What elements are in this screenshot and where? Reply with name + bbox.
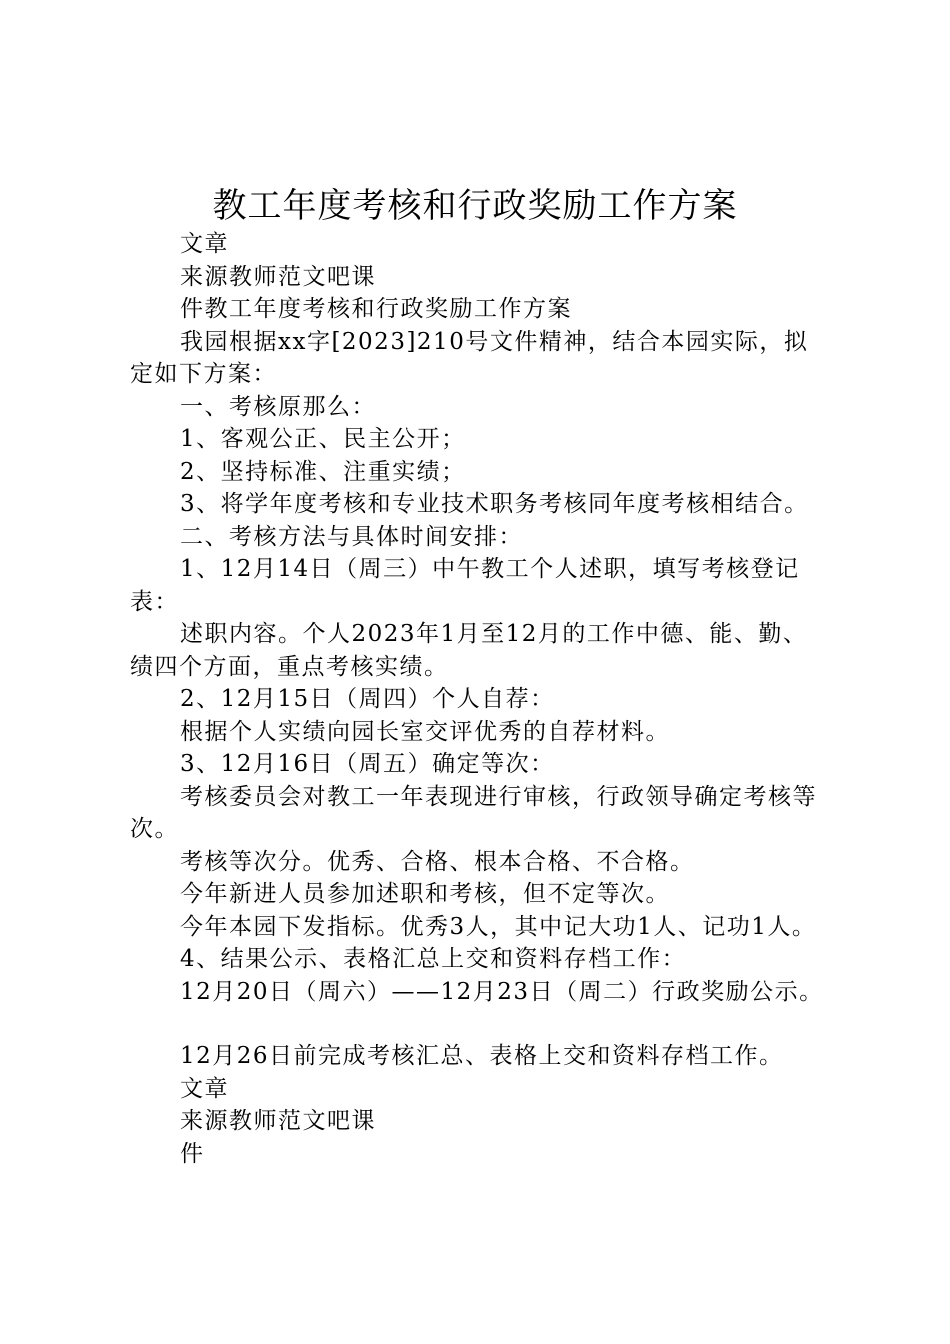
schedule-item-4: 4、结果公示、表格汇总上交和资料存档工作：	[180, 946, 687, 972]
new-staff-note: 今年新进人员参加述职和考核，但不定等次。	[180, 881, 670, 907]
footer-piece: 件	[180, 1140, 205, 1167]
section-heading-principles: 一、考核原那么：	[180, 393, 376, 420]
document-title: 教工年度考核和行政奖励工作方案	[212, 186, 738, 226]
paragraph-source: 来源教师范文吧课	[180, 263, 376, 290]
schedule-item-2: 2、12月15日（周四）个人自荐：	[180, 686, 555, 712]
footer-article: 文章	[180, 1075, 229, 1102]
completion-deadline: 12月26日前完成考核汇总、表格上交和资料存档工作。	[180, 1043, 784, 1069]
grade-levels: 考核等次分。优秀、合格、根本合格、不合格。	[180, 848, 695, 875]
principle-item-2: 2、坚持标准、注重实绩；	[180, 458, 466, 485]
paragraph-intro: 我园根据xx字[2023]210号文件精神，结合本园实际，拟定如下方案：	[130, 328, 809, 387]
schedule-item-3: 3、12月16日（周五）确定等次：	[180, 751, 555, 777]
footer-source: 来源教师范文吧课	[180, 1108, 376, 1134]
publicity-period: 12月20日（周六）——12月23日（周二）行政奖励公示。	[180, 978, 824, 1005]
paragraph-gap	[130, 1008, 830, 1040]
schedule-item-1: 1、12月14日（周三）中午教工个人述职，填写考核登记表：	[130, 556, 800, 615]
principle-item-1: 1、客观公正、民主公开；	[180, 426, 466, 452]
document-body	[130, 228, 830, 1170]
schedule-item-3-detail: 考核委员会对教工一年表现进行审核，行政领导确定考核等次。	[130, 783, 817, 842]
schedule-item-1-detail: 述职内容。个人2023年1月至12月的工作中德、能、勤、绩四个方面，重点考核实绩。	[130, 621, 808, 680]
principle-item-3: 3、将学年度考核和专业技术职务考核同年度考核相结合。	[180, 491, 809, 517]
quota-note: 今年本园下发指标。优秀3人，其中记大功1人、记功1人。	[180, 913, 817, 940]
paragraph-article: 文章	[180, 231, 229, 257]
schedule-item-2-detail: 根据个人实绩向园长室交评优秀的自荐材料。	[180, 718, 670, 745]
section-heading-methods: 二、考核方法与具体时间安排：	[180, 523, 523, 550]
paragraph-subtitle: 件教工年度考核和行政奖励工作方案	[180, 296, 572, 322]
